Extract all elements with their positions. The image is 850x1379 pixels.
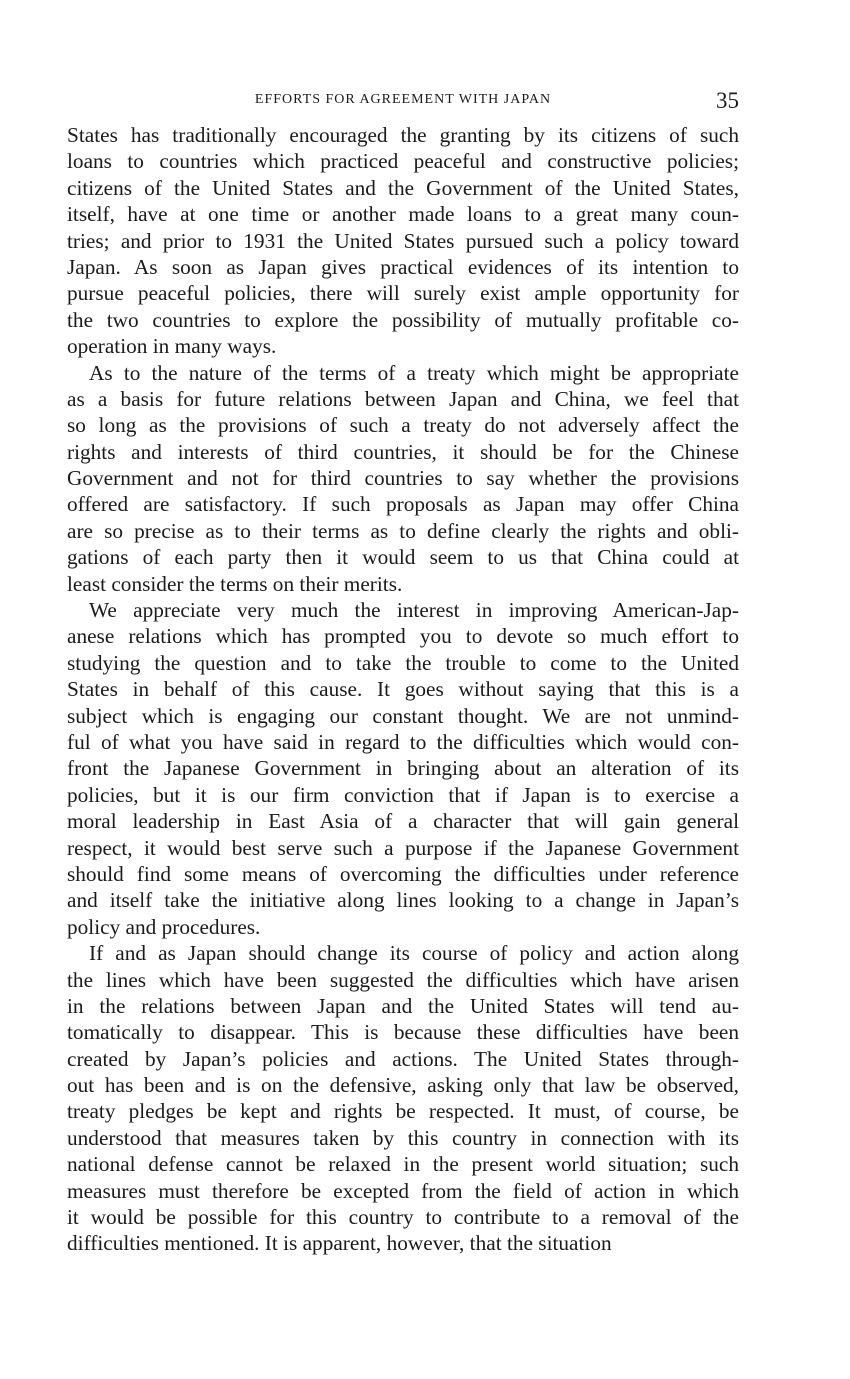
text-line: tomatically to disappear. This is because these difficulties have been (67, 1020, 739, 1045)
text-line: are so precise as to their terms as to define clearly the rights and obli- (67, 518, 739, 543)
body-text (67, 122, 739, 1257)
text-line: operation in many ways. (67, 334, 277, 359)
paragraph (67, 940, 739, 1257)
text-line: it would be possible for this country to contribute to a removal of the (67, 1205, 739, 1230)
text-line: tries; and prior to 1931 the United States pursued such a policy toward (67, 228, 739, 253)
text-line: least consider the terms on their merits. (67, 571, 403, 596)
text-line: loans to countries which practiced peaceful and constructive policies; (67, 149, 739, 174)
text-line: rights and interests of third countries, it should be for the Chinese (67, 439, 739, 464)
text-line: so long as the provisions of such a treaty do not adversely affect the (67, 413, 739, 438)
text-line: Government and not for third countries to say whether the provisions (67, 466, 739, 491)
text-line: If and as Japan should change its course of policy and action along (89, 941, 739, 966)
text-line: itself, have at one time or another made loans to a great many coun- (67, 202, 739, 227)
text-line: difficulties mentioned. It is apparent, however, that the situation (67, 1231, 612, 1256)
text-line: studying the question and to take the trouble to come to the United (67, 650, 739, 675)
text-line: created by Japan’s policies and actions. The United States through- (67, 1046, 739, 1071)
text-line: front the Japanese Government in bringing about an alteration of its (67, 756, 739, 781)
text-line: treaty pledges be kept and rights be respected. It must, of course, be (67, 1099, 739, 1124)
text-line: the two countries to explore the possibility of mutually profitable co- (67, 307, 739, 332)
paragraph (67, 360, 739, 598)
text-line: States in behalf of this cause. It goes without saying that this is a (67, 677, 739, 702)
text-line: respect, it would best serve such a purpose if the Japanese Government (67, 835, 739, 860)
running-head (67, 88, 739, 122)
text-line: As to the nature of the terms of a treaty which might be appropriate (89, 360, 739, 385)
text-line: citizens of the United States and the Government of the United States, (67, 175, 739, 200)
text-line: in the relations between Japan and the United States will tend au- (67, 993, 739, 1018)
paragraph (67, 597, 739, 940)
text-line: pursue peaceful policies, there will surely exist ample opportunity for (67, 281, 739, 306)
text-line: out has been and is on the defensive, asking only that law be observed, (67, 1073, 739, 1098)
running-title: EFFORTS FOR AGREEMENT WITH JAPAN (254, 92, 552, 107)
text-line: understood that measures taken by this country in connection with its (67, 1125, 739, 1150)
text-line: offered are satisfactory. If such proposals as Japan may offer China (67, 492, 739, 517)
text-line: as a basis for future relations between Japan and China, we feel that (67, 386, 739, 411)
text-line: anese relations which has prompted you to devote so much effort to (67, 624, 739, 649)
text-line: States has traditionally encouraged the granting by its citizens of such (67, 123, 739, 147)
text-line: should find some means of overcoming the difficulties under reference (67, 861, 739, 886)
text-line: policies, but it is our firm conviction that if Japan is to exercise a (67, 782, 739, 807)
text-line: ful of what you have said in regard to the difficulties which would con- (67, 729, 739, 754)
page-number: 35 (716, 88, 739, 113)
text-line: the lines which have been suggested the difficulties which have arisen (67, 967, 739, 992)
text-line: subject which is engaging our constant thought. We are not unmind- (67, 703, 739, 728)
text-line: Japan. As soon as Japan gives practical evidences of its intention to (67, 254, 739, 279)
text-line: We appreciate very much the interest in improving American-Jap- (89, 598, 739, 623)
text-line: measures must therefore be excepted from the field of action in which (67, 1178, 739, 1203)
text-line: policy and procedures. (67, 914, 261, 939)
document-page (67, 88, 739, 1257)
text-line: moral leadership in East Asia of a character that will gain general (67, 809, 739, 834)
paragraph (67, 122, 739, 360)
text-line: and itself take the initiative along lines looking to a change in Japan’s (67, 888, 739, 913)
text-line: national defense cannot be relaxed in the present world situation; such (67, 1152, 739, 1177)
text-line: gations of each party then it would seem to us that China could at (67, 545, 739, 570)
